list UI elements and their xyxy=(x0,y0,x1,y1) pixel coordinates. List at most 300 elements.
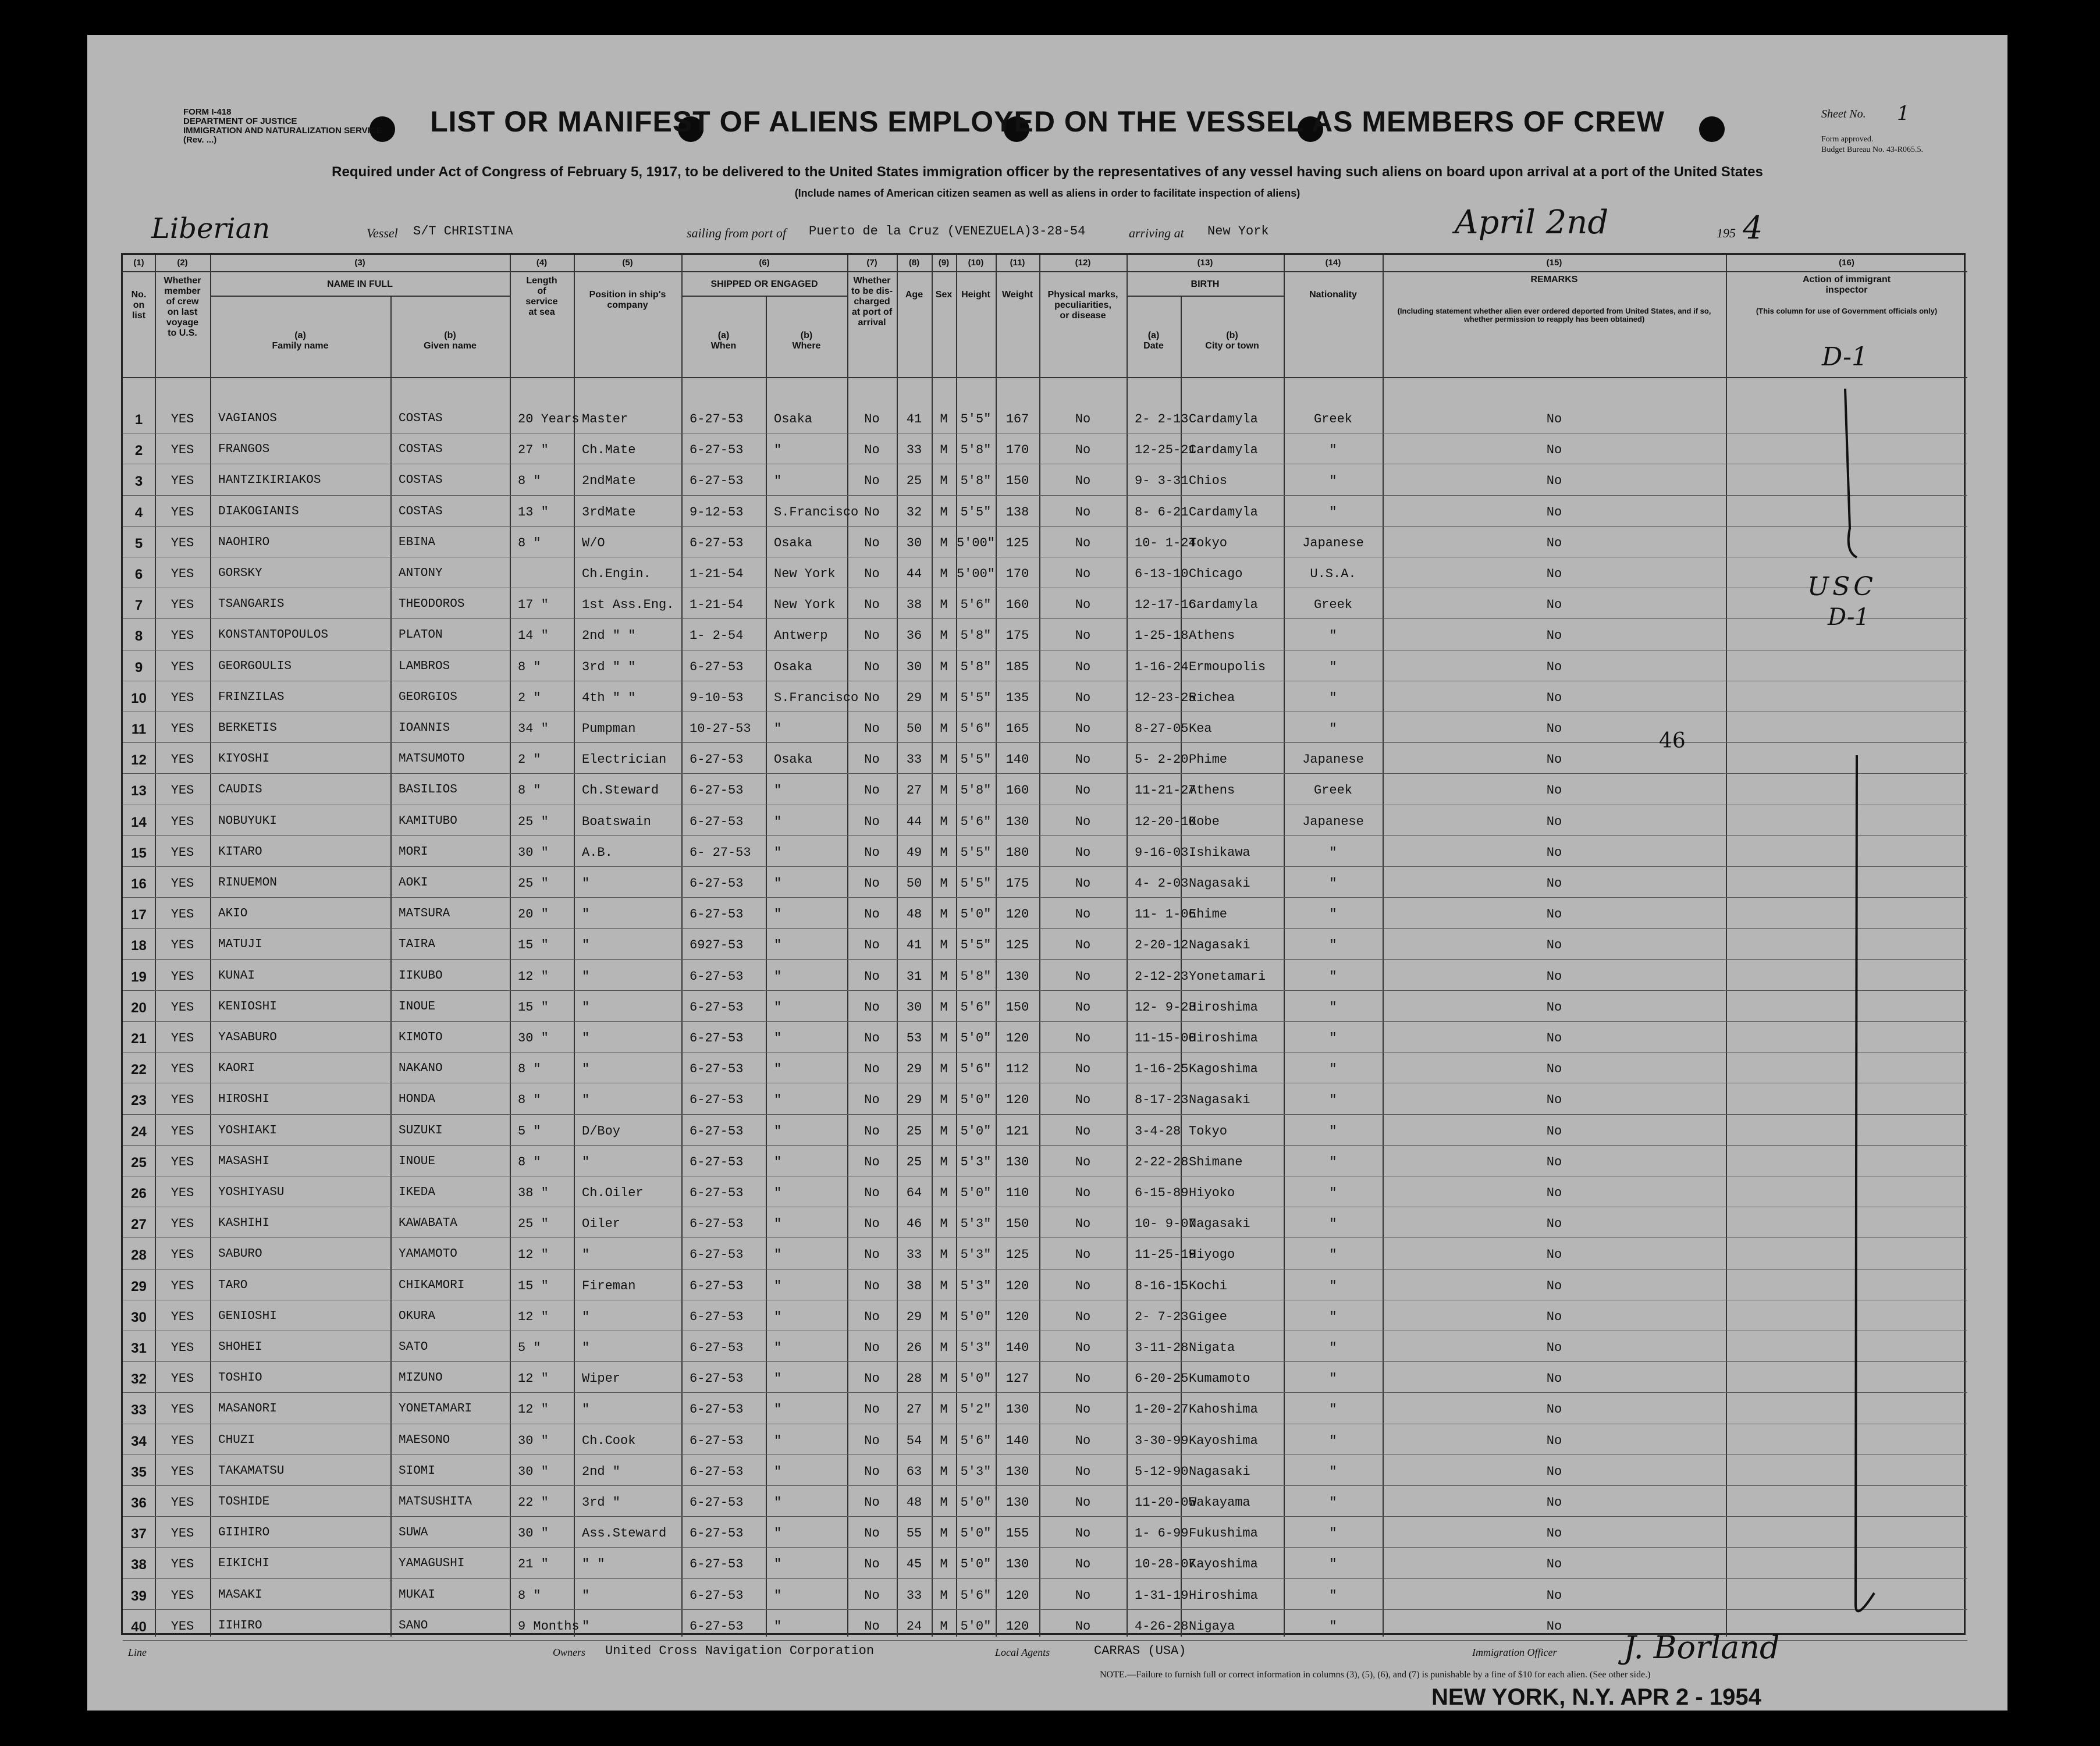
table-cell: M xyxy=(940,1402,948,1417)
table-cell: 2nd " " xyxy=(582,628,636,643)
table-cell: 9-10-53 xyxy=(690,690,744,705)
table-cell: " xyxy=(1329,721,1337,736)
table-cell: 8- 6-21 xyxy=(1135,504,1189,520)
table-cell: 45 xyxy=(906,1557,922,1572)
table-cell: " xyxy=(1329,938,1337,953)
column-header: Length of service at sea xyxy=(525,276,558,317)
table-cell: 12 xyxy=(131,752,147,769)
table-cell: 14 " xyxy=(518,628,549,643)
table-cell: No xyxy=(1546,1495,1562,1510)
table-cell: " xyxy=(774,814,782,829)
table-cell: 5'0" xyxy=(960,907,992,922)
table-cell: " xyxy=(1329,876,1337,891)
table-cell: YES xyxy=(170,1619,194,1634)
table-cell: 15 " xyxy=(518,1278,549,1293)
table-cell: CHUZI xyxy=(218,1433,255,1447)
row-divider xyxy=(123,377,1967,378)
table-cell: Cardamyla xyxy=(1189,504,1258,520)
table-cell: 155 xyxy=(1005,1526,1029,1541)
table-cell: 6-20-25 xyxy=(1135,1371,1189,1386)
row-divider xyxy=(123,1392,1967,1393)
table-cell: M xyxy=(940,504,948,520)
table-cell: 46 xyxy=(906,1217,922,1232)
table-cell: 9-12-53 xyxy=(690,504,744,520)
table-cell: 48 xyxy=(906,907,922,922)
table-cell: Athens xyxy=(1189,783,1235,798)
table-cell: " xyxy=(774,1000,782,1015)
table-cell: No xyxy=(1075,876,1091,891)
table-cell: Tokyo xyxy=(1189,1123,1228,1139)
table-cell: " xyxy=(774,1123,782,1139)
table-cell: INOUE xyxy=(399,1000,436,1014)
table-cell: 5'0" xyxy=(960,1186,992,1200)
table-cell: 5'6" xyxy=(960,1588,992,1603)
table-cell: 38 xyxy=(131,1557,147,1573)
table-cell: FRINZILAS xyxy=(218,690,285,704)
table-cell: A.B. xyxy=(582,845,613,860)
column-header: Action of immigrant inspector xyxy=(1802,275,1891,295)
table-cell: 5'0" xyxy=(960,1557,992,1572)
table-cell: YES xyxy=(170,443,194,458)
table-cell: M xyxy=(940,752,948,767)
table-cell: KIYOSHI xyxy=(218,752,270,766)
table-cell: 2nd " xyxy=(582,1464,621,1479)
page-subnote: (Include names of American citizen seamen as well as aliens in order to facilitate inspection of aliens) xyxy=(794,187,1300,199)
table-cell: No xyxy=(1075,845,1091,860)
table-cell: 6-27-53 xyxy=(690,1154,744,1169)
table-cell: Hiroshima xyxy=(1189,1000,1258,1015)
table-cell: No xyxy=(1075,907,1091,922)
table-cell: 8 " xyxy=(518,783,541,798)
table-cell: No xyxy=(864,443,880,458)
table-cell: Chicago xyxy=(1189,567,1243,581)
table-cell: New York xyxy=(774,598,836,613)
table-cell: " xyxy=(774,1247,782,1263)
page-subtitle: Required under Act of Congress of February 5, 1917, to be delivered to the United States immigration officer by the representatives of any vessel having such aliens on board upon arrival at a port of the United States xyxy=(332,164,1763,180)
table-cell: 27 xyxy=(131,1217,147,1233)
table-cell: 15 " xyxy=(518,938,549,953)
table-cell: YES xyxy=(170,876,194,891)
table-cell: YES xyxy=(170,598,194,613)
table-cell: 31 xyxy=(131,1340,147,1356)
table-cell: M xyxy=(940,1495,948,1510)
table-cell: " xyxy=(774,1495,782,1510)
table-cell: " xyxy=(774,1402,782,1417)
table-cell: No xyxy=(1075,690,1091,705)
table-cell: 36 xyxy=(906,628,922,643)
column-number: (6) xyxy=(759,258,770,268)
table-cell: YES xyxy=(170,1217,194,1232)
table-cell: IKEDA xyxy=(399,1186,436,1199)
table-cell: " xyxy=(774,1588,782,1603)
table-cell: YES xyxy=(170,1123,194,1139)
table-cell: No xyxy=(864,1247,880,1263)
column-number: (9) xyxy=(938,258,950,268)
table-cell: 130 xyxy=(1005,969,1029,984)
row-divider xyxy=(123,526,1967,527)
table-cell: No xyxy=(1075,1247,1091,1263)
year-handwritten: 4 xyxy=(1743,209,1763,246)
table-cell: No xyxy=(1546,598,1562,613)
table-cell: 22 " xyxy=(518,1495,549,1510)
table-cell: TOSHIDE xyxy=(218,1495,270,1509)
table-cell: Ishikawa xyxy=(1189,845,1250,860)
table-cell: " xyxy=(774,1526,782,1541)
column-number: (16) xyxy=(1839,258,1854,268)
table-cell: Nagasaki xyxy=(1189,1093,1250,1108)
table-cell: KAORI xyxy=(218,1062,255,1076)
table-cell: " xyxy=(1329,659,1337,674)
table-cell: No xyxy=(1075,1433,1091,1448)
table-cell: YES xyxy=(170,628,194,643)
table-cell: CAUDIS xyxy=(218,783,262,797)
row-divider xyxy=(123,742,1967,743)
column-header: Age xyxy=(905,290,923,300)
table-cell: M xyxy=(940,412,948,426)
table-cell: " xyxy=(1329,1619,1337,1634)
table-cell: 160 xyxy=(1005,783,1029,798)
table-cell: No xyxy=(864,1309,880,1324)
row-divider xyxy=(210,296,510,297)
table-cell: 12-17-16 xyxy=(1135,598,1196,613)
table-cell: YES xyxy=(170,1371,194,1386)
column-header: Sex xyxy=(935,290,953,300)
table-cell: 140 xyxy=(1005,1433,1029,1448)
table-cell: M xyxy=(940,1588,948,1603)
table-cell: 4- 2-03 xyxy=(1135,876,1189,891)
table-cell: M xyxy=(940,1371,948,1386)
table-cell: No xyxy=(1075,1402,1091,1417)
column-divider xyxy=(390,296,392,1637)
table-cell: No xyxy=(1546,690,1562,705)
table-cell: Japanese xyxy=(1302,814,1364,829)
table-cell: YES xyxy=(170,752,194,767)
table-cell: AKIO xyxy=(218,907,248,921)
table-cell: HONDA xyxy=(399,1093,436,1107)
table-cell: No xyxy=(864,1123,880,1139)
table-cell: 5'3" xyxy=(960,1247,992,1263)
table-cell: 6-27-53 xyxy=(690,474,744,489)
column-number: (11) xyxy=(1010,258,1025,268)
table-cell: No xyxy=(864,412,880,426)
table-cell: " xyxy=(1329,969,1337,984)
table-cell: 29 xyxy=(906,1309,922,1324)
table-cell: 34 xyxy=(131,1433,147,1449)
table-cell: M xyxy=(940,1433,948,1448)
table-cell: No xyxy=(1075,1495,1091,1510)
table-cell: 5'0" xyxy=(960,1093,992,1108)
table-cell: 6-27-53 xyxy=(690,1031,744,1046)
row-divider xyxy=(123,1269,1967,1270)
table-cell: W/O xyxy=(582,535,605,550)
table-cell: No xyxy=(1075,628,1091,643)
table-cell: 41 xyxy=(906,412,922,426)
table-cell: YOSHIYASU xyxy=(218,1186,285,1199)
table-cell: No xyxy=(1075,598,1091,613)
table-cell: No xyxy=(1546,876,1562,891)
table-cell: No xyxy=(1546,907,1562,922)
table-cell: " xyxy=(774,1031,782,1046)
table-cell: 5 " xyxy=(518,1123,541,1139)
table-cell: 5'8" xyxy=(960,443,992,458)
table-cell: SANO xyxy=(399,1619,428,1633)
table-cell: Ch.Oiler xyxy=(582,1186,644,1200)
table-cell: 125 xyxy=(1005,938,1029,953)
table-cell: 6-27-53 xyxy=(690,814,744,829)
table-cell: " xyxy=(1329,1062,1337,1077)
table-cell: 11 xyxy=(131,721,147,737)
table-cell: 50 xyxy=(906,876,922,891)
table-cell: 130 xyxy=(1005,1495,1029,1510)
table-cell: 6-27-53 xyxy=(690,1217,744,1232)
table-cell: 38 " xyxy=(518,1186,549,1200)
table-cell: No xyxy=(1075,474,1091,489)
table-cell: Nagasaki xyxy=(1189,938,1250,953)
table-cell: No xyxy=(864,1495,880,1510)
table-cell: Nagasaki xyxy=(1189,1464,1250,1479)
column-number: (10) xyxy=(968,258,984,268)
table-cell: Antwerp xyxy=(774,628,828,643)
table-cell: MASAKI xyxy=(218,1588,262,1602)
table-cell: RINUEMON xyxy=(218,876,277,890)
table-cell: Athens xyxy=(1189,628,1235,643)
table-cell: 6-27-53 xyxy=(690,752,744,767)
table-cell: Richea xyxy=(1189,690,1235,705)
table-cell: 5'5" xyxy=(960,752,992,767)
table-cell: No xyxy=(1546,1433,1562,1448)
table-cell: 2ndMate xyxy=(582,474,636,489)
inspector-count: 46 xyxy=(1659,729,1686,753)
column-number: (5) xyxy=(622,258,633,268)
table-cell: Electrician xyxy=(582,752,667,767)
table-cell: 6-27-53 xyxy=(690,1495,744,1510)
table-cell: No xyxy=(1075,1186,1091,1200)
port-from: Puerto de la Cruz (VENEZUELA)3-28-54 xyxy=(809,224,1086,239)
table-cell: SHOHEI xyxy=(218,1340,262,1354)
table-cell: 1-16-24 xyxy=(1135,659,1189,674)
table-cell: TAIRA xyxy=(399,938,436,952)
table-cell: No xyxy=(864,969,880,984)
table-cell: 2-22-28 xyxy=(1135,1154,1189,1169)
table-cell: Osaka xyxy=(774,412,813,426)
table-cell: 5 xyxy=(134,535,143,552)
table-cell: 6-27-53 xyxy=(690,1433,744,1448)
table-cell: No xyxy=(1546,814,1562,829)
table-cell: M xyxy=(940,474,948,489)
table-cell: 5'5" xyxy=(960,938,992,953)
table-cell: 18 xyxy=(131,938,147,954)
table-cell: YES xyxy=(170,659,194,674)
table-cell: Ermoupolis xyxy=(1189,659,1266,674)
table-cell: No xyxy=(1075,1340,1091,1355)
row-divider xyxy=(123,271,1967,272)
table-cell: GIIHIRO xyxy=(218,1526,270,1540)
table-cell: No xyxy=(1546,1588,1562,1603)
column-header: REMARKS xyxy=(1530,275,1578,285)
table-cell: " " xyxy=(582,1557,605,1572)
table-cell: No xyxy=(1546,1031,1562,1046)
table-cell: " xyxy=(774,1619,782,1634)
column-subheader: (b) Given name xyxy=(424,330,477,351)
table-cell: 53 xyxy=(906,1031,922,1046)
table-cell: 5'00" xyxy=(956,535,995,550)
table-cell: No xyxy=(864,504,880,520)
table-cell: Hiroshima xyxy=(1189,1588,1258,1603)
table-cell: 29 xyxy=(906,1062,922,1077)
column-note: (This column for use of Government officials only) xyxy=(1756,307,1938,315)
table-cell: YES xyxy=(170,1340,194,1355)
table-cell: No xyxy=(1546,845,1562,860)
table-cell: KAWABATA xyxy=(399,1217,457,1231)
table-cell: 8 " xyxy=(518,659,541,674)
footer-owners: United Cross Navigation Corporation xyxy=(605,1644,875,1658)
table-cell: MUKAI xyxy=(399,1588,436,1602)
table-cell: KIMOTO xyxy=(399,1031,443,1044)
table-cell: LAMBROS xyxy=(399,659,450,673)
table-cell: No xyxy=(1546,1402,1562,1417)
table-cell: No xyxy=(1546,1309,1562,1324)
table-cell: 25 " xyxy=(518,814,549,829)
footer-officer-label: Immigration Officer xyxy=(1472,1647,1557,1658)
table-cell: No xyxy=(1546,474,1562,489)
table-cell: 167 xyxy=(1005,412,1029,426)
officer-signature: J. Borland xyxy=(1623,1629,1780,1666)
row-divider xyxy=(123,1547,1967,1548)
table-cell: " xyxy=(1329,1433,1337,1448)
table-cell: KAMITUBO xyxy=(399,814,457,828)
table-cell: 30 xyxy=(906,659,922,674)
table-cell: BERKETIS xyxy=(218,721,277,735)
table-cell: No xyxy=(1546,938,1562,953)
table-cell: NAKANO xyxy=(399,1062,443,1076)
table-cell: No xyxy=(864,1526,880,1541)
arrival-date: April 2nd xyxy=(1455,204,1609,241)
table-cell: Nagasaki xyxy=(1189,876,1250,891)
table-cell: YES xyxy=(170,1309,194,1324)
table-cell: COSTAS xyxy=(399,443,443,457)
table-cell: YES xyxy=(170,690,194,705)
table-cell: 6-27-53 xyxy=(690,1340,744,1355)
table-cell: " xyxy=(774,907,782,922)
table-cell: " xyxy=(1329,1495,1337,1510)
table-cell: 17 xyxy=(131,907,147,923)
table-cell: YES xyxy=(170,845,194,860)
table-cell: No xyxy=(864,845,880,860)
port-to: New York xyxy=(1207,224,1269,239)
table-cell: No xyxy=(864,474,880,489)
table-cell: 4-26-28 xyxy=(1135,1619,1189,1634)
table-cell: No xyxy=(864,752,880,767)
inspector-mark: D-1 xyxy=(1822,342,1868,372)
sheet-label: Sheet No. xyxy=(1821,108,1866,120)
table-cell: No xyxy=(1546,1557,1562,1572)
footer-owners-label: Owners xyxy=(553,1647,586,1658)
table-cell: 5'3" xyxy=(960,1340,992,1355)
table-cell: No xyxy=(1075,1154,1091,1169)
table-cell: 120 xyxy=(1005,1309,1029,1324)
table-cell: " xyxy=(582,907,590,922)
table-cell: No xyxy=(1075,1062,1091,1077)
table-cell: YES xyxy=(170,1402,194,1417)
table-cell: 5'6" xyxy=(960,1433,992,1448)
table-cell: No xyxy=(1075,1278,1091,1293)
table-cell: 120 xyxy=(1005,1031,1029,1046)
table-cell: 175 xyxy=(1005,876,1029,891)
column-divider xyxy=(574,255,575,1637)
table-cell: " xyxy=(582,1247,590,1263)
table-cell: 10-28-07 xyxy=(1135,1557,1196,1572)
table-cell: 6-27-53 xyxy=(690,783,744,798)
row-divider xyxy=(123,1114,1967,1115)
table-cell: M xyxy=(940,814,948,829)
table-cell: 23 xyxy=(131,1093,147,1109)
table-cell: 25 " xyxy=(518,1217,549,1232)
table-cell: MATUJI xyxy=(218,938,262,952)
table-cell: M xyxy=(940,535,948,550)
row-divider xyxy=(123,618,1967,619)
table-cell: 5'0" xyxy=(960,1031,992,1046)
table-cell: MATSURA xyxy=(399,907,450,921)
table-cell: 2- 2-13 xyxy=(1135,412,1189,426)
table-cell: " xyxy=(1329,1000,1337,1015)
table-cell: 11-20-05 xyxy=(1135,1495,1196,1510)
table-cell: TARO xyxy=(218,1278,248,1292)
table-cell: No xyxy=(1075,1031,1091,1046)
table-cell: No xyxy=(1075,721,1091,736)
table-cell: Shimane xyxy=(1189,1154,1243,1169)
table-cell: Osaka xyxy=(774,752,813,767)
table-cell: M xyxy=(940,1000,948,1015)
table-cell: 150 xyxy=(1005,1217,1029,1232)
table-cell: IOANNIS xyxy=(399,721,450,735)
table-cell: " xyxy=(1329,1186,1337,1200)
column-number: (1) xyxy=(133,258,144,268)
column-subheader: (b) City or town xyxy=(1205,330,1259,351)
row-divider xyxy=(123,773,1967,774)
table-cell: 112 xyxy=(1005,1062,1029,1077)
table-cell: 10 xyxy=(131,690,147,706)
table-cell: No xyxy=(864,1217,880,1232)
table-cell: 33 xyxy=(906,752,922,767)
table-cell: 5'5" xyxy=(960,876,992,891)
table-cell: 6-27-53 xyxy=(690,535,744,550)
table-cell: 1 xyxy=(134,412,143,428)
column-number: (12) xyxy=(1075,258,1091,268)
table-cell: No xyxy=(1075,443,1091,458)
table-cell: Tokyo xyxy=(1189,535,1228,550)
table-cell: 1-25-18 xyxy=(1135,628,1189,643)
table-cell: 41 xyxy=(906,938,922,953)
table-cell: 20 xyxy=(131,1000,147,1016)
table-cell: No xyxy=(864,907,880,922)
table-cell: Boatswain xyxy=(582,814,651,829)
table-cell: No xyxy=(1075,938,1091,953)
inspector-bracket-mark xyxy=(1822,383,1886,1634)
table-cell: No xyxy=(1546,1062,1562,1077)
table-cell: " xyxy=(582,876,590,891)
table-cell: 6- 27-53 xyxy=(690,845,751,860)
table-cell: Nigata xyxy=(1189,1340,1235,1355)
table-cell: 13 xyxy=(131,783,147,799)
column-header: Whether member of crew on last voyage to U.S. xyxy=(164,276,201,338)
table-cell: FRANGOS xyxy=(218,443,270,457)
table-cell: 12 " xyxy=(518,1402,549,1417)
row-divider xyxy=(123,959,1967,960)
table-cell: 63 xyxy=(906,1464,922,1479)
table-cell: 6-27-53 xyxy=(690,1464,744,1479)
table-cell: YES xyxy=(170,567,194,581)
table-cell: 33 xyxy=(906,1588,922,1603)
